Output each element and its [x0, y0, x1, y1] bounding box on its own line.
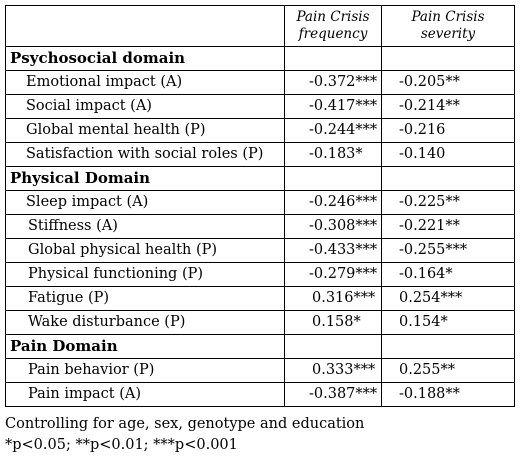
- sev-value: -0.140: [382, 143, 515, 167]
- table-row: [6, 215, 515, 239]
- empty-cell: [285, 335, 382, 359]
- freq-value: -0.308***: [285, 215, 382, 239]
- row-label: Pain impact (A): [6, 383, 285, 407]
- sev-value: -0.221**: [382, 215, 515, 239]
- sev-value: -0.205**: [382, 71, 515, 95]
- section-row-pain: [6, 335, 515, 359]
- table-row: [6, 311, 515, 335]
- header-severity-line2: severity: [420, 26, 476, 42]
- freq-value: -0.417***: [285, 95, 382, 119]
- sev-value: -0.225**: [382, 191, 515, 215]
- sev-value: -0.255***: [382, 239, 515, 263]
- freq-value: 0.316***: [285, 287, 382, 311]
- section-title: Physical Domain: [6, 167, 285, 191]
- sev-value: 0.254***: [382, 287, 515, 311]
- table-header-row: [6, 6, 515, 47]
- sev-value: -0.214**: [382, 95, 515, 119]
- header-frequency-line1: Pain Crisis: [296, 9, 370, 25]
- table-row: [6, 359, 515, 383]
- sev-value: -0.164*: [382, 263, 515, 287]
- freq-value: -0.279***: [285, 263, 382, 287]
- sev-value: 0.255**: [382, 359, 515, 383]
- table-row: [6, 287, 515, 311]
- freq-value: -0.433***: [285, 239, 382, 263]
- empty-cell: [382, 167, 515, 191]
- row-label: Wake disturbance (P): [6, 311, 285, 335]
- footnote-significance: *p<0.05; **p<0.01; ***p<0.001: [5, 437, 238, 453]
- empty-cell: [382, 47, 515, 71]
- row-label: Fatigue (P): [6, 287, 285, 311]
- empty-cell: [285, 47, 382, 71]
- header-severity: [382, 6, 515, 47]
- table-row: [6, 71, 515, 95]
- sev-value: -0.216: [382, 119, 515, 143]
- row-label: Physical functioning (P): [6, 263, 285, 287]
- table-row: [6, 191, 515, 215]
- row-label: Global mental health (P): [6, 119, 285, 143]
- header-frequency: [285, 6, 382, 47]
- freq-value: 0.333***: [285, 359, 382, 383]
- table-row: [6, 119, 515, 143]
- table-row: [6, 143, 515, 167]
- table-footnotes: [5, 414, 364, 456]
- row-label: Social impact (A): [6, 95, 285, 119]
- freq-value: -0.183*: [285, 143, 382, 167]
- freq-value: -0.387***: [285, 383, 382, 407]
- section-title: Pain Domain: [6, 335, 285, 359]
- sev-value: 0.154*: [382, 311, 515, 335]
- table-row: [6, 263, 515, 287]
- footnote-controls: Controlling for age, sex, genotype and education: [5, 416, 365, 432]
- freq-value: -0.372***: [285, 71, 382, 95]
- freq-value: -0.246***: [285, 191, 382, 215]
- sev-value: -0.188**: [382, 383, 515, 407]
- header-frequency-line2: frequency: [298, 26, 368, 42]
- freq-value: -0.244***: [285, 119, 382, 143]
- row-label: Sleep impact (A): [6, 191, 285, 215]
- correlation-table: [5, 5, 515, 407]
- freq-value: 0.158*: [285, 311, 382, 335]
- section-row-physical: [6, 167, 515, 191]
- empty-cell: [382, 335, 515, 359]
- header-label-cell: [6, 6, 285, 47]
- table-row: [6, 95, 515, 119]
- table-row: [6, 239, 515, 263]
- row-label: Emotional impact (A): [6, 71, 285, 95]
- row-label: Pain behavior (P): [6, 359, 285, 383]
- row-label: Satisfaction with social roles (P): [6, 143, 285, 167]
- row-label: Stiffness (A): [6, 215, 285, 239]
- section-row-psychosocial: [6, 47, 515, 71]
- header-severity-line1: Pain Crisis: [411, 9, 485, 25]
- table-row: [6, 383, 515, 407]
- empty-cell: [285, 167, 382, 191]
- row-label: Global physical health (P): [6, 239, 285, 263]
- section-title: Psychosocial domain: [6, 47, 285, 71]
